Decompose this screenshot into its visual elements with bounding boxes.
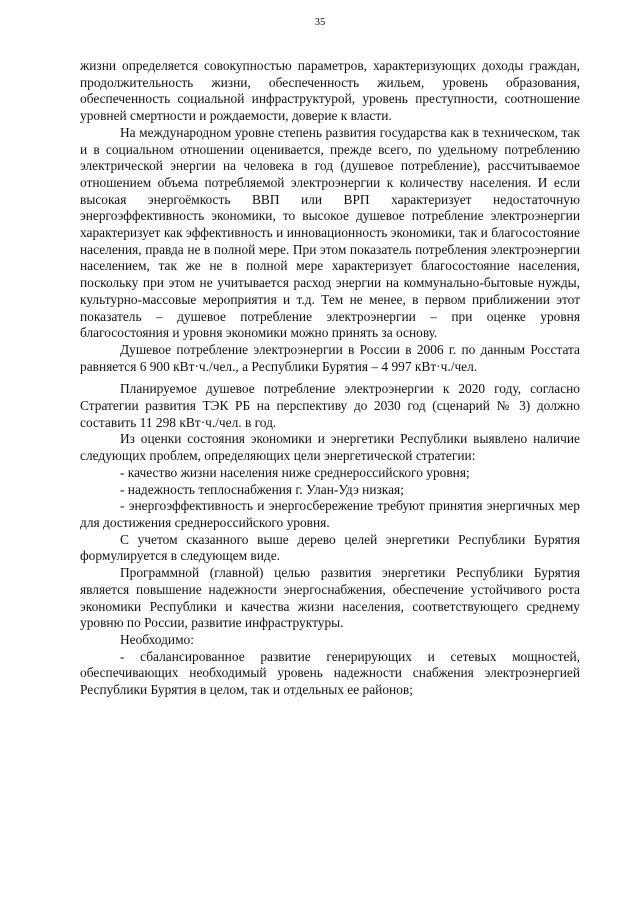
page-number: 35 (314, 17, 326, 28)
paragraph-international-level: На международном уровне степень развития государства как в техническом, так и в социальном отношении оценивается, прежде всего, по удельному потреблению электрической энергии на человека в год (душевое потребление), рассчитываемое отношением объема потребляемой электроэнергии к количеству населения. И если высокая энергоёмкость ВВП или ВРП характеризует недостаточную энергоэффективность экономики, то высокое душевое потребление электроэнергии характеризует как эффективность и инновационность экономики, так и благосостояние населения, правда не в полной мере. При этом показатель потребления электроэнергии населением, так же не в полной мере характеризует благосостояние населения, поскольку при этом не учитывается расход энергии на коммунально-бытовые нужды, культурно-массовые мероприятия и т.д. Тем не менее, в первом приближении этот показатель – душевое потребление электроэнергии – при оценке уровня благосостояния и уровня экономики можно принять за основу. (80, 124, 580, 341)
paragraph-per-capita-consumption: Душевое потребление электроэнергии в России в 2006 г. по данным Росстата равняется 6 900 кВт·ч./чел., а Республики Бурятия – 4 997 кВт·ч./чел. (80, 341, 580, 374)
list-item-heat-supply: - надежность теплоснабжения г. Улан-Удэ низкая; (120, 481, 404, 497)
document-body (80, 58, 580, 699)
list-item-quality-of-life: - качество жизни населения ниже среднероссийского уровня; (120, 464, 470, 480)
paragraph-goal-tree: С учетом сказанного выше дерево целей энергетики Республики Бурятия формулируется в следующем виде. (80, 531, 580, 564)
list-item-balanced-development: - сбалансированное развитие генерирующих и сетевых мощностей, обеспечивающих необходимый уровень надежности снабжения электроэнергией Республики Бурятия в целом, так и отдельных ее районов; (80, 648, 580, 698)
paragraph-planned-consumption: Планируемое душевое потребление электроэнергии к 2020 году, согласно Стратегии развития ТЭК РБ на перспективу до 2030 год (сценарий № 3) должно составить 11 298 кВт·ч./чел. в год. (80, 381, 580, 430)
paragraph-main-goal: Программной (главной) целью развития энергетики Республики Бурятия является повышение надежности энергоснабжения, обеспечение устойчивого роста экономики Республики и качества жизни населения, соответствующего среднему уровню по России, развитие инфраструктуры. (80, 565, 580, 631)
list-item-energy-efficiency: - энергоэффективность и энергосбережение требуют принятия энергичных мер для достижения среднероссийского уровня. (80, 498, 580, 530)
paragraph-problems-intro: Из оценки состояния экономики и энергетики Республики выявлено наличие следующих проблем, определяющих цели энергетической стратегии: (80, 431, 580, 464)
paragraph-necessary: Необходимо: (120, 631, 194, 647)
paragraph-quality-of-life-definition: жизни определяется совокупностью параметров, характеризующих доходы граждан, продолжительность жизни, обеспеченность жильем, уровень образования, обеспеченность социальной инфраструктурой, уровень преступности, соотношение уровней смертности и рождаемости, доверие к власти. (80, 58, 580, 124)
